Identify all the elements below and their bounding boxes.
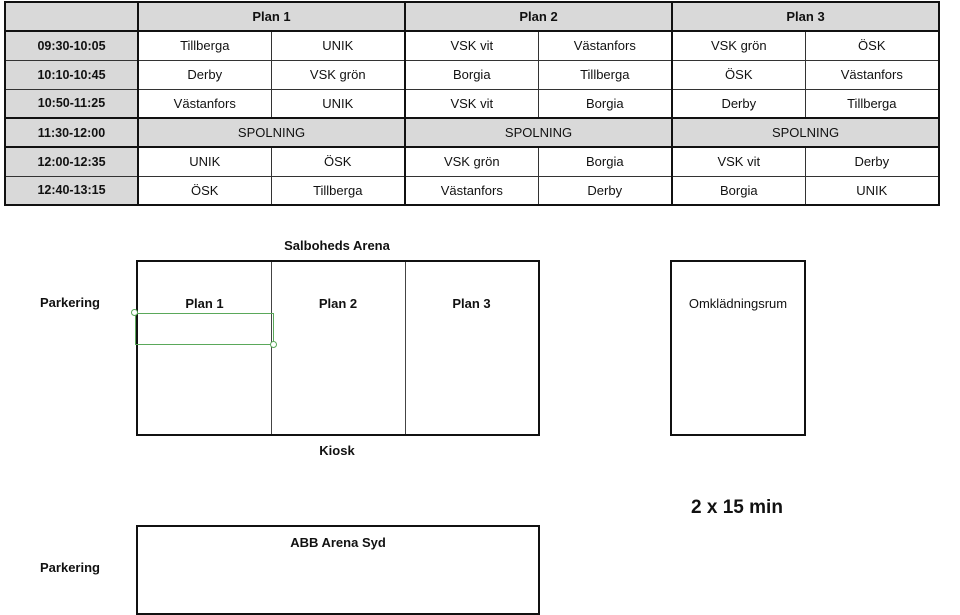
match-duration: 2 x 15 min	[691, 497, 783, 518]
arena-title: Salboheds Arena	[284, 238, 390, 253]
team-cell: Borgia	[538, 147, 672, 176]
team-cell: UNIK	[271, 89, 405, 118]
team-cell: VSK vit	[672, 147, 805, 176]
arena2-title: ABB Arena Syd	[290, 535, 386, 550]
table-row	[5, 60, 939, 89]
team-cell: Västanfors	[805, 60, 939, 89]
team-cell: VSK grön	[672, 31, 805, 60]
team-cell: Borgia	[672, 176, 805, 205]
team-cell: ÖSK	[805, 31, 939, 60]
team-cell: VSK vit	[405, 31, 538, 60]
arena-field	[136, 260, 540, 436]
team-cell: Borgia	[405, 60, 538, 89]
header-plan-2: Plan 2	[405, 2, 672, 31]
team-cell: Tillberga	[138, 31, 271, 60]
field-plan-3-label: Plan 3	[452, 296, 491, 311]
team-cell: VSK vit	[405, 89, 538, 118]
team-cell: UNIK	[138, 147, 271, 176]
selected-text-box[interactable]	[135, 313, 274, 345]
header-plan-3: Plan 3	[672, 2, 939, 31]
table-row	[5, 147, 939, 176]
field-divider	[405, 262, 406, 434]
team-cell: ÖSK	[138, 176, 271, 205]
table-row	[5, 176, 939, 205]
team-cell: Västanfors	[405, 176, 538, 205]
schedule-table	[4, 1, 940, 206]
field-plan-2-label: Plan 2	[318, 296, 358, 311]
time-cell: 10:10-10:45	[5, 60, 138, 89]
field-plan-1-label: Plan 1	[185, 296, 224, 311]
team-cell: Derby	[138, 60, 271, 89]
parking-label: Parkering	[40, 295, 100, 310]
table-row	[5, 89, 939, 118]
table-row	[5, 31, 939, 60]
team-cell: UNIK	[271, 31, 405, 60]
team-cell: Tillberga	[538, 60, 672, 89]
kiosk-label: Kiosk	[319, 443, 355, 458]
team-cell: Derby	[672, 89, 805, 118]
time-cell: 09:30-10:05	[5, 31, 138, 60]
locker-room	[670, 260, 806, 436]
spolning-row	[5, 118, 939, 147]
spolning-cell: SPOLNING	[672, 118, 939, 147]
spolning-cell: SPOLNING	[138, 118, 405, 147]
team-cell: VSK grön	[271, 60, 405, 89]
field-divider	[271, 262, 272, 434]
time-cell: 11:30-12:00	[5, 118, 138, 147]
team-cell: ÖSK	[672, 60, 805, 89]
arena2-field	[136, 525, 540, 615]
resize-handle[interactable]	[270, 341, 277, 348]
team-cell: VSK grön	[405, 147, 538, 176]
resize-handle[interactable]	[131, 309, 138, 316]
locker-room-label: Omklädningsrum	[688, 296, 788, 311]
parking2-label: Parkering	[40, 560, 100, 575]
team-cell: Tillberga	[271, 176, 405, 205]
team-cell: Västanfors	[138, 89, 271, 118]
team-cell: Borgia	[538, 89, 672, 118]
team-cell: Tillberga	[805, 89, 939, 118]
spolning-cell: SPOLNING	[405, 118, 672, 147]
time-cell: 12:40-13:15	[5, 176, 138, 205]
team-cell: ÖSK	[271, 147, 405, 176]
header-row	[5, 2, 939, 31]
header-plan-1: Plan 1	[138, 2, 405, 31]
time-cell: 12:00-12:35	[5, 147, 138, 176]
team-cell: UNIK	[805, 176, 939, 205]
corner-cell	[5, 2, 138, 31]
team-cell: Derby	[538, 176, 672, 205]
team-cell: Västanfors	[538, 31, 672, 60]
team-cell: Derby	[805, 147, 939, 176]
time-cell: 10:50-11:25	[5, 89, 138, 118]
